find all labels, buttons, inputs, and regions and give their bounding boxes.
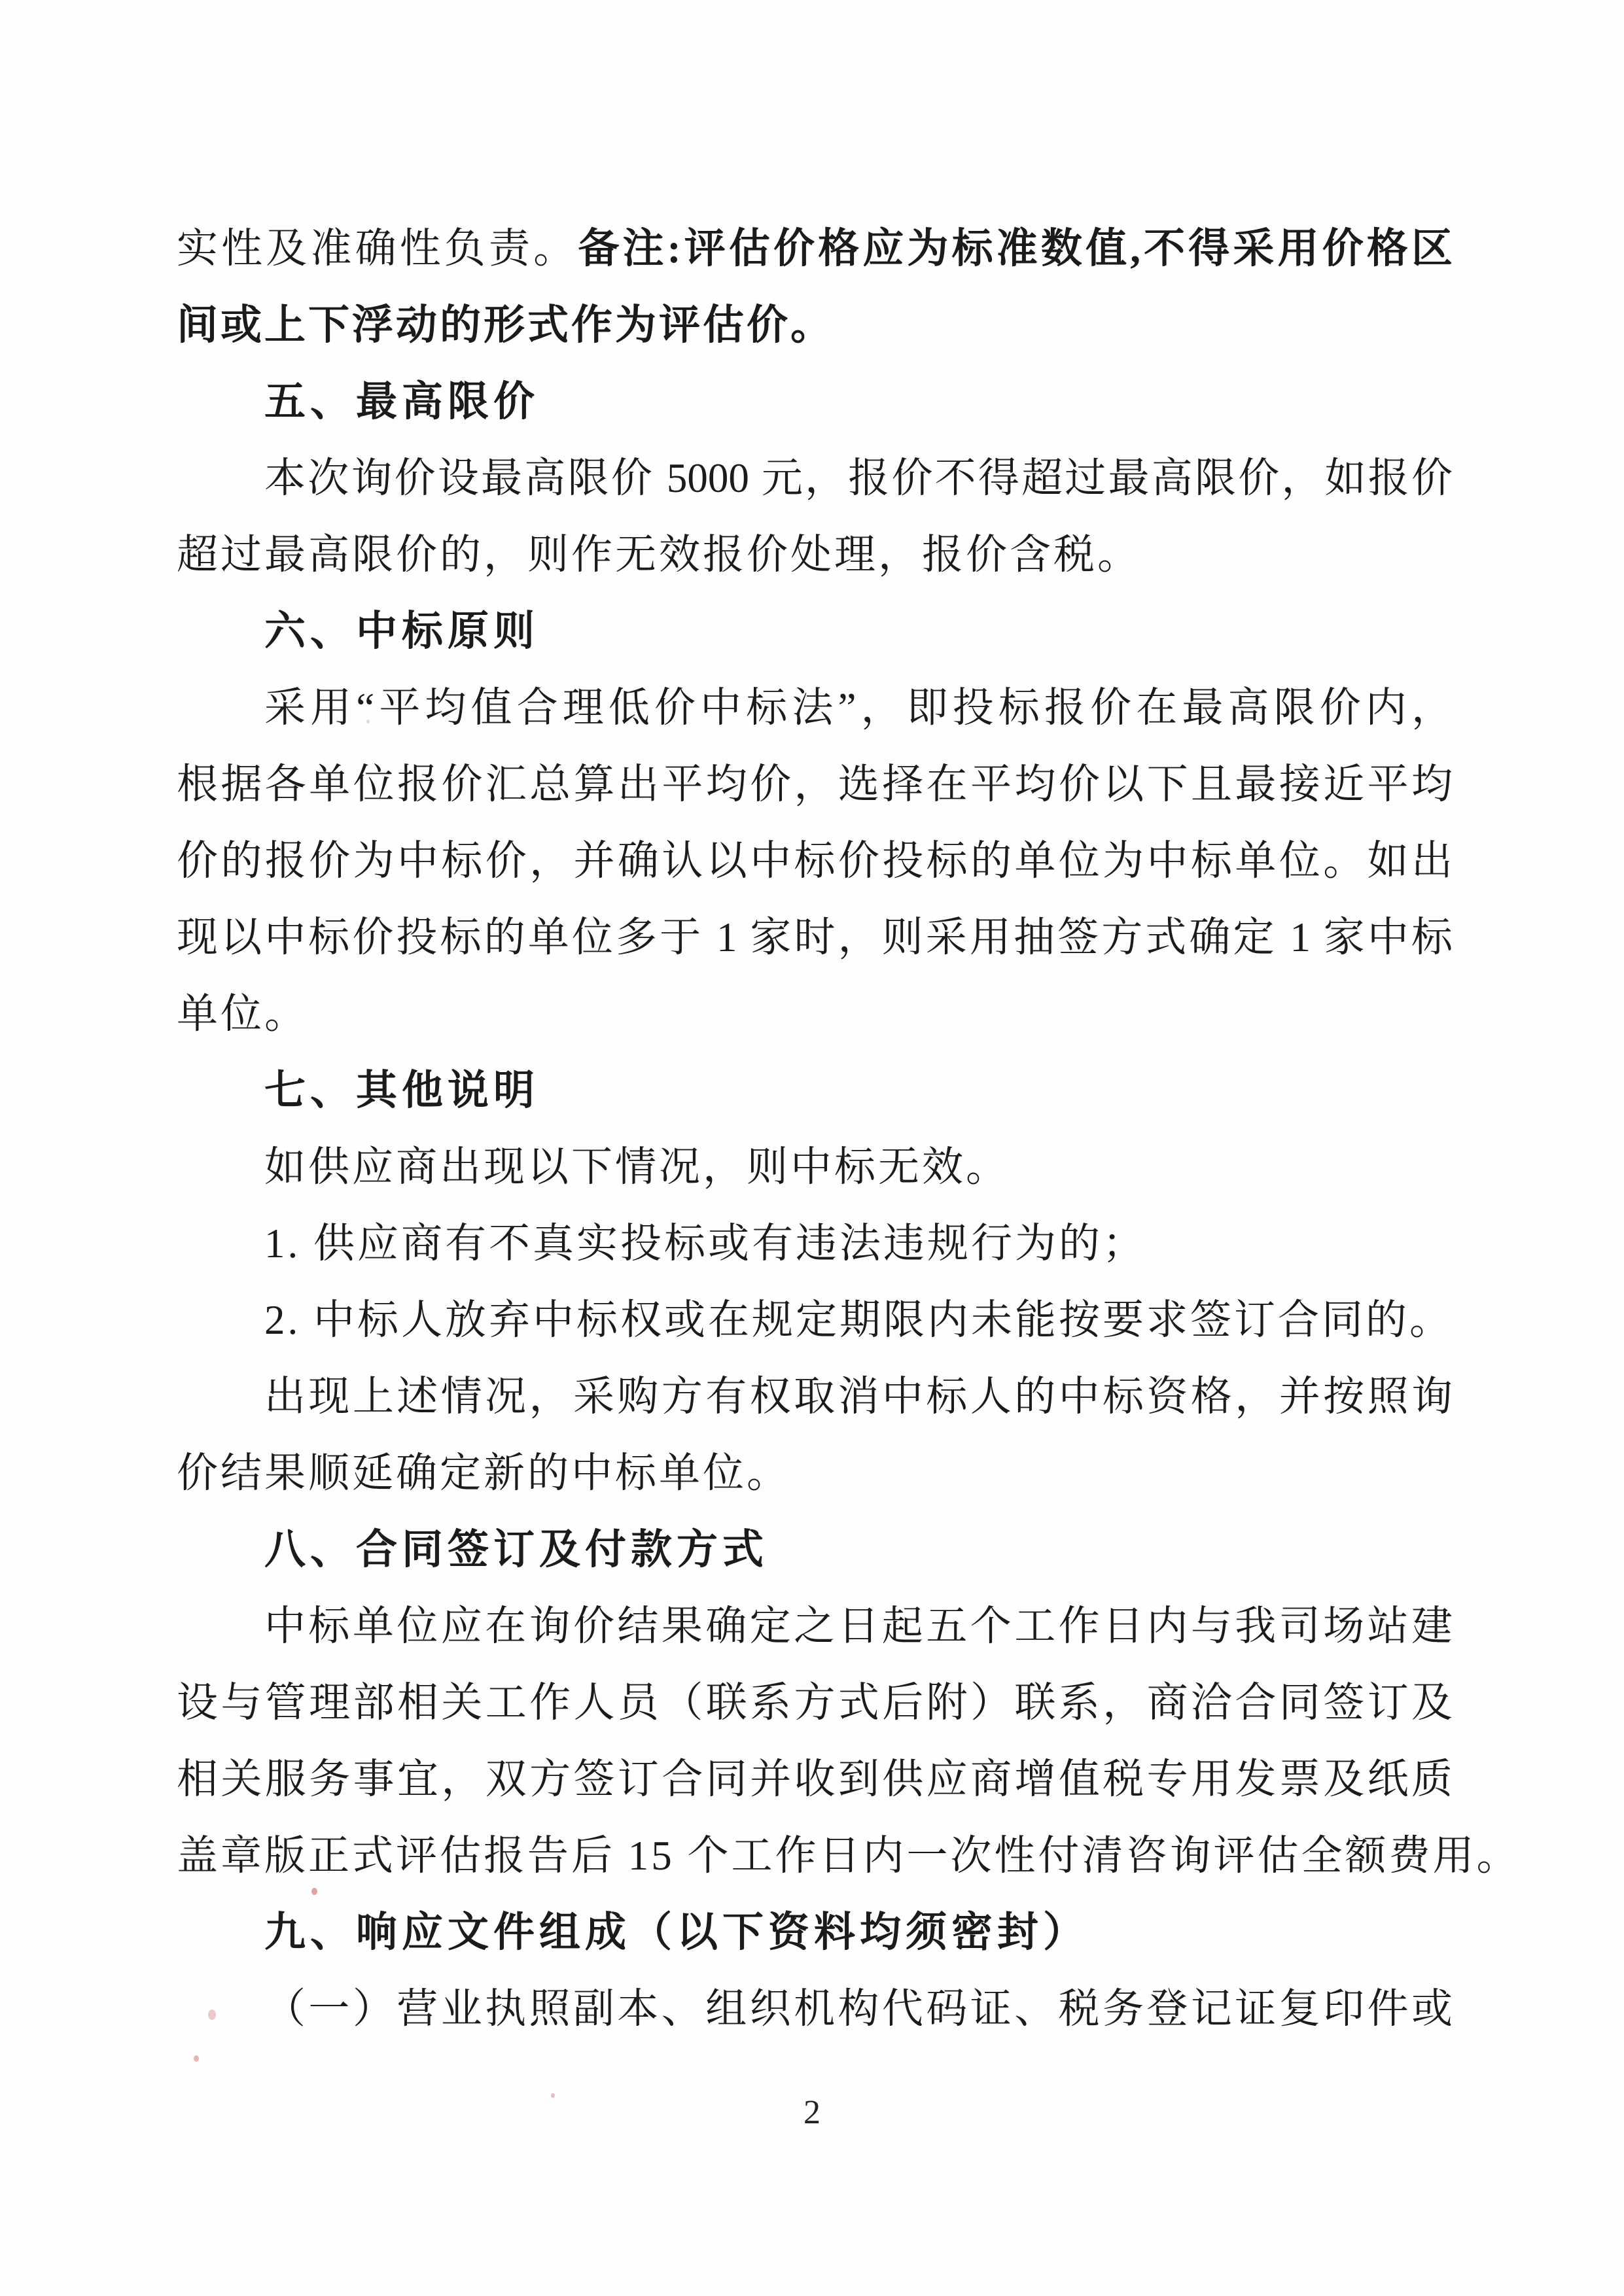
line-cancel-qualification-2: 价结果顺延确定新的中标单位。: [177, 1450, 790, 1496]
line-award-principle-4: 现以中标价投标的单位多于 1 家时，则采用抽签方式确定 1 家中标: [177, 914, 1453, 960]
line-invalid-condition-1: 1. 供应商有不真实投标或有违法违规行为的；: [264, 1221, 1146, 1266]
heading-section-6-award-principle: 六、中标原则: [264, 608, 539, 654]
heading-section-9-response-docs: 九、响应文件组成（以下资料均须密封）: [264, 1909, 1089, 1955]
line-contract-2: 设与管理部相关工作人员（联系方式后附）联系，商洽合同签订及: [177, 1680, 1453, 1726]
document-body: [177, 211, 1521, 2047]
heading-section-8-contract-payment: 八、合同签订及付款方式: [264, 1527, 768, 1573]
scan-artifact-red-dot: [311, 1888, 317, 1895]
line-contract-4: 盖章版正式评估报告后 15 个工作日内一次性付清咨询评估全额费用。: [177, 1833, 1521, 1879]
line-award-principle-3: 价的报价为中标价，并确认以中标价投标的单位为中标单位。如出: [177, 838, 1453, 884]
line-liability-note: [177, 211, 1453, 287]
page-number: 2: [803, 2094, 821, 2131]
scan-artifact-red-dot: [551, 2093, 555, 2098]
line-contract-3: 相关服务事宜，双方签订合同并收到供应商增值税专用发票及纸质: [177, 1756, 1453, 1802]
line-award-principle-2: 根据各单位报价汇总算出平均价，选择在平均价以下且最接近平均: [177, 761, 1453, 807]
liability-note-normal-text: 实性及准确性负责。: [177, 226, 578, 271]
line-award-principle-5: 单位。: [177, 991, 308, 1037]
liability-note-bold-text: 备注:评估价格应为标准数值,不得采用价格区: [578, 226, 1453, 271]
line-cancel-qualification-1: 出现上述情况，采购方有权取消中标人的中标资格，并按照询: [264, 1374, 1453, 1419]
line-max-price-2: 超过最高限价的，则作无效报价处理，报价含税。: [177, 532, 1141, 578]
line-other-notes-intro: 如供应商出现以下情况，则中标无效。: [264, 1144, 1010, 1190]
line-contract-1: 中标单位应在询价结果确定之日起五个工作日内与我司场站建: [264, 1603, 1453, 1649]
line-response-docs-item-1: （一）营业执照副本、组织机构代码证、税务登记证复印件或: [264, 1986, 1453, 2032]
scan-artifact-red-smudge: [208, 2009, 216, 2020]
heading-section-5-max-price: 五、最高限价: [264, 379, 539, 425]
line-award-principle-1: 采用“平均值合理低价中标法”，即投标报价在最高限价内，: [264, 685, 1453, 731]
scan-artifact-red-dot: [194, 2055, 199, 2062]
scan-artifact-gray-dot: [366, 720, 370, 723]
line-invalid-condition-2: 2. 中标人放弃中标权或在规定期限内未能按要求签订合同的。: [264, 1297, 1453, 1343]
line-max-price-1: 本次询价设最高限价 5000 元，报价不得超过最高限价，如报价: [264, 455, 1453, 501]
line-note-continued: 间或上下浮动的形式作为评估价。: [177, 302, 834, 348]
heading-section-7-other-notes: 七、其他说明: [264, 1068, 539, 1113]
